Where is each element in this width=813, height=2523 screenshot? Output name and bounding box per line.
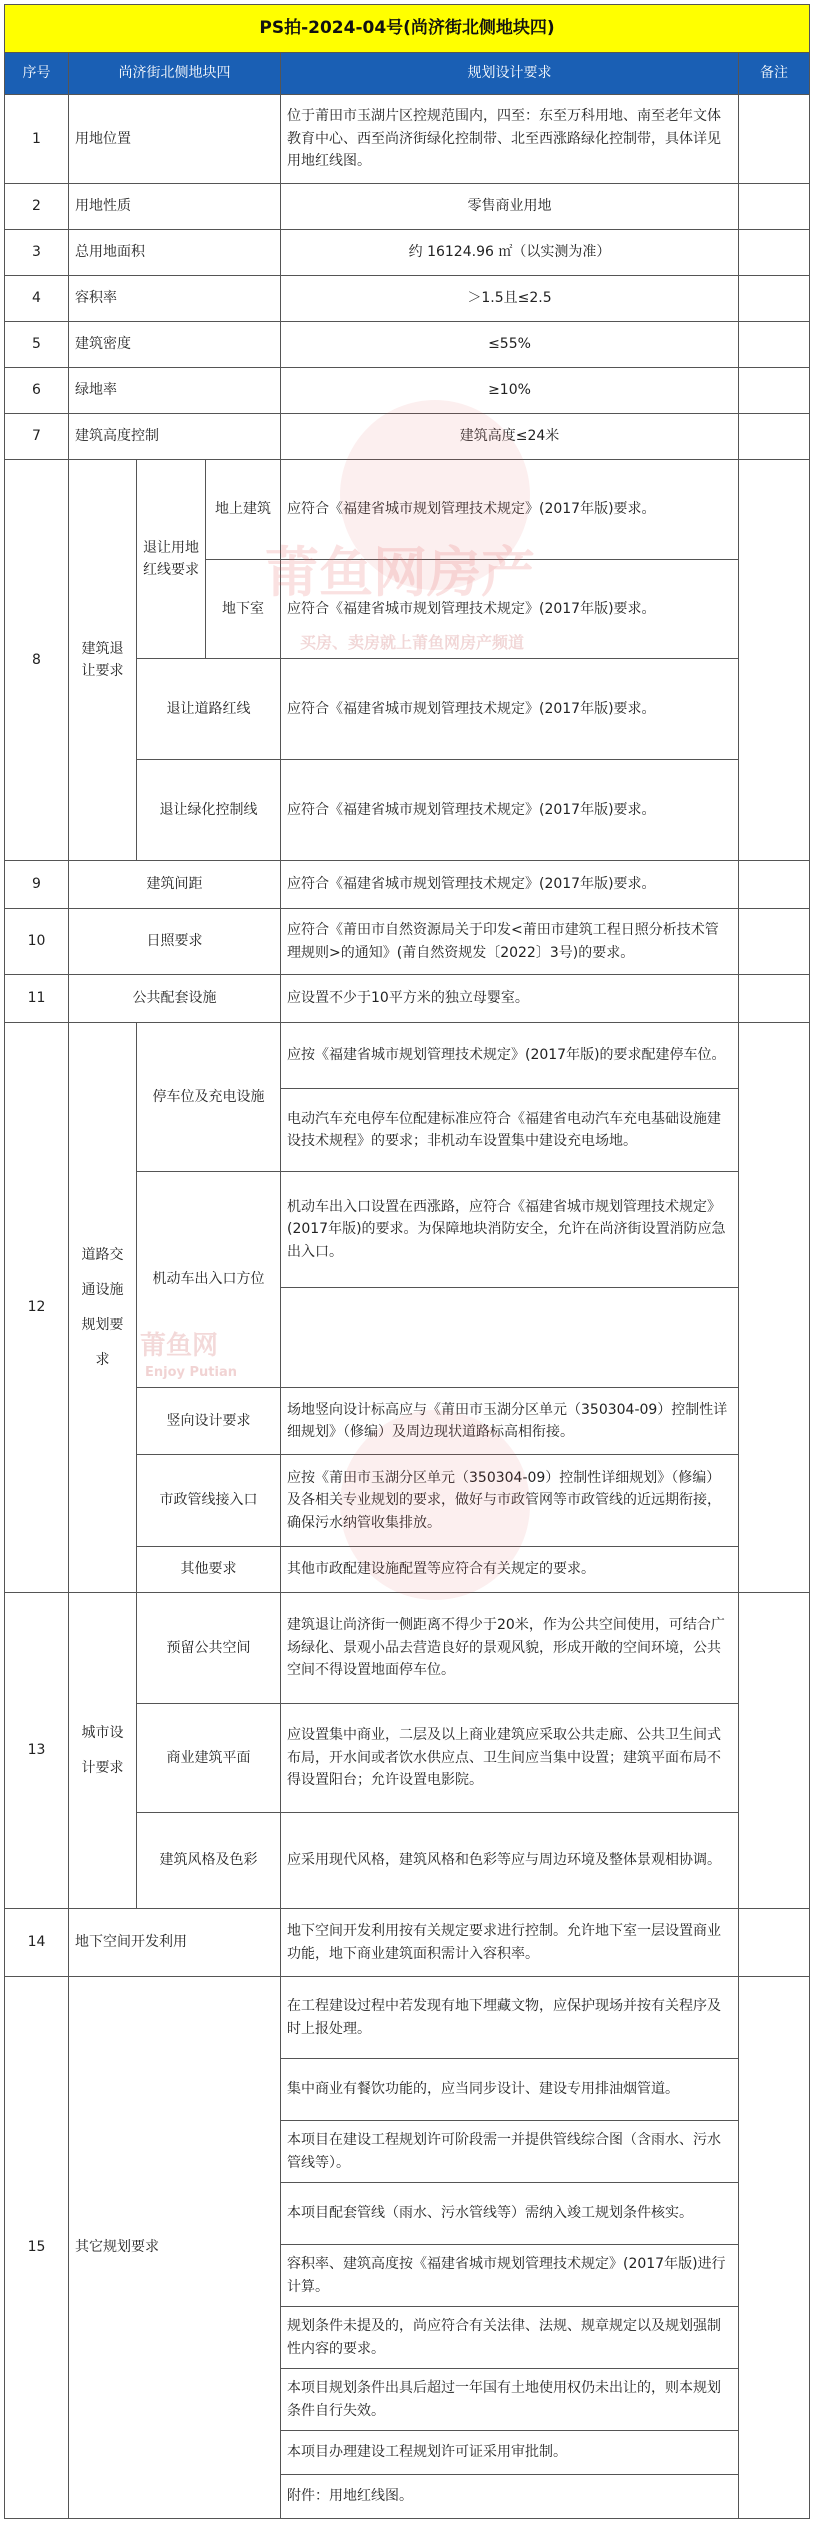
row-requirement: 应设置不少于10平方米的独立母婴室。 [281,975,739,1023]
row-item: 用地性质 [69,184,281,230]
sub-item: 其他要求 [137,1547,281,1593]
row-requirement: 应按《莆田市玉湖分区单元（350304-09）控制性详细规划》（修编）及各相关专业规划的要求，做好与市政管网等市政管线的近远期衔接，确保污水纳管收集排放。 [281,1455,739,1547]
planning-conditions-table [4,4,810,2519]
row-note [739,184,810,230]
row-no: 4 [5,276,69,322]
table-row [5,909,810,975]
row-requirement: 应符合《福建省城市规划管理技术规定》(2017年版)要求。 [281,760,739,861]
row-item: 建筑密度 [69,322,281,368]
row-note [739,1909,810,1977]
row-requirement: 应符合《福建省城市规划管理技术规定》(2017年版)要求。 [281,861,739,909]
row-note [739,1593,810,1909]
row-requirement: 位于莆田市玉湖片区控规范围内，四至：东至万科用地、南至老年文体教育中心、西至尚济街绿化控制带、北至西涨路绿化控制带，具体详见用地红线图。 [281,95,739,184]
row-no: 3 [5,230,69,276]
row-no: 14 [5,1909,69,1977]
row-requirement: 应采用现代风格，建筑风格和色彩等应与周边环境及整体景观相协调。 [281,1813,739,1909]
row-no: 2 [5,184,69,230]
table-row [5,184,810,230]
row-no: 9 [5,861,69,909]
watermark-text-2: 莆鱼网 [140,1331,219,1361]
title-row [5,5,810,53]
row-requirement: 应按《福建省城市规划管理技术规定》(2017年版)的要求配建停车位。 [281,1023,739,1089]
sub-item: 商业建筑平面 [137,1704,281,1813]
row-requirement: 本项目规划条件出具后超过一年国有土地使用权仍未出让的，则本规划条件自行失效。 [281,2369,739,2431]
row-note [739,460,810,861]
sub-item: 退让用地红线要求 [137,460,206,659]
row-requirement: 场地竖向设计标高应与《莆田市玉湖分区单元（350304-09）控制性详细规划》（修编）及周边现状道路标高相衔接。 [281,1388,739,1455]
row-item: 绿地率 [69,368,281,414]
row-item: 道路交通设施规划要求 [69,1023,137,1593]
header-requirement: 规划设计要求 [281,53,739,95]
sub-item: 竖向设计要求 [137,1388,281,1455]
row-no: 5 [5,322,69,368]
row-item: 公共配套设施 [69,975,281,1023]
row-requirement: 约 16124.96 ㎡（以实测为准） [281,230,739,276]
row-item: 建筑高度控制 [69,414,281,460]
row-requirement: 附件：用地红线图。 [281,2475,739,2519]
row-item: 用地位置 [69,95,281,184]
row-no: 6 [5,368,69,414]
table-row [5,95,810,184]
table-row [5,1023,810,1089]
row-no: 11 [5,975,69,1023]
row-note [739,1977,810,2519]
table-row [5,276,810,322]
row-note [739,909,810,975]
row-requirement: ≤55% [281,322,739,368]
row-requirement: 机动车出入口设置在西涨路，应符合《福建省城市规划管理技术规定》(2017年版)的要求。为保障地块消防安全，允许在尚济街设置消防应急出入口。 [281,1172,739,1288]
row-no: 13 [5,1593,69,1909]
row-requirement: 规划条件未提及的，尚应符合有关法律、法规、规章规定以及规划强制性内容的要求。 [281,2307,739,2369]
watermark-slogan: 买房、卖房就上莆鱼网房产频道 [300,633,525,652]
row-note [739,975,810,1023]
sub-item: 停车位及充电设施 [137,1023,281,1172]
row-requirement: 应符合《福建省城市规划管理技术规定》(2017年版)要求。 [281,659,739,760]
row-requirement: 应符合《福建省城市规划管理技术规定》(2017年版)要求。 [281,460,739,560]
table-row [5,1909,810,1977]
table-row [5,1977,810,2059]
row-no: 12 [5,1023,69,1593]
row-no: 15 [5,1977,69,2519]
row-requirement: 容积率、建筑高度按《福建省城市规划管理技术规定》(2017年版)进行计算。 [281,2245,739,2307]
row-item: 建筑间距 [69,861,281,909]
table-title: PS拍-2024-04号(尚济街北侧地块四) [5,5,810,53]
sub-item: 机动车出入口方位 [137,1172,281,1388]
row-no: 10 [5,909,69,975]
header-row [5,53,810,95]
row-item: 其它规划要求 [69,1977,281,2519]
table-row [5,322,810,368]
header-item: 尚济街北侧地块四 [69,53,281,95]
row-item: 日照要求 [69,909,281,975]
row-requirement: 地下空间开发利用按有关规定要求进行控制。允许地下室一层设置商业功能，地下商业建筑面积需计入容积率。 [281,1909,739,1977]
row-requirement: 零售商业用地 [281,184,739,230]
row-requirement: ≥10% [281,368,739,414]
table-row [5,460,810,560]
table-row [5,368,810,414]
row-note [739,414,810,460]
row-note [739,322,810,368]
row-requirement: 建筑退让尚济街一侧距离不得少于20米，作为公共空间使用，可结合广场绿化、景观小品去营造良好的景观风貌，形成开敞的空间环境，公共空间不得设置地面停车位。 [281,1593,739,1704]
row-note [739,95,810,184]
row-item: 总用地面积 [69,230,281,276]
watermark-text: 莆鱼网房产 [265,541,535,604]
header-no: 序号 [5,53,69,95]
row-requirement: 本项目办理建设工程规划许可证采用审批制。 [281,2431,739,2475]
row-note [739,230,810,276]
row-item: 容积率 [69,276,281,322]
sub-sub-item: 地下室 [206,560,281,659]
sub-item: 预留公共空间 [137,1593,281,1704]
table-row [5,1593,810,1704]
row-requirement: 本项目配套管线（雨水、污水管线等）需纳入竣工规划条件核实。 [281,2183,739,2245]
table-row [5,861,810,909]
sub-sub-item: 地上建筑 [206,460,281,560]
row-requirement: 应符合《莆田市自然资源局关于印发<莆田市建筑工程日照分析技术管理规则>的通知》(莆自然资规发〔2022〕3号)的要求。 [281,909,739,975]
row-item: 地下空间开发利用 [69,1909,281,1977]
row-requirement: 应符合《福建省城市规划管理技术规定》(2017年版)要求。 [281,560,739,659]
row-requirement: 应设置集中商业，二层及以上商业建筑应采取公共走廊、公共卫生间式布局，开水间或者饮水供应点、卫生间应当集中设置；建筑平面布局不得设置阳台；允许设置电影院。 [281,1704,739,1813]
row-requirement: 在工程建设过程中若发现有地下埋藏文物，应保护现场并按有关程序及时上报处理。 [281,1977,739,2059]
row-note [739,276,810,322]
row-requirement: 本项目在建设工程规划许可阶段需一并提供管线综合图（含雨水、污水管线等）。 [281,2121,739,2183]
watermark-slogan-2: Enjoy Putian [145,1365,238,1380]
table-row [5,975,810,1023]
row-no: 8 [5,460,69,861]
row-note [739,368,810,414]
row-note [739,1023,810,1593]
row-requirement: 集中商业有餐饮功能的，应当同步设计、建设专用排油烟管道。 [281,2059,739,2121]
row-requirement: ＞1.5且≤2.5 [281,276,739,322]
sub-item: 退让道路红线 [137,659,281,760]
row-no: 1 [5,95,69,184]
header-note: 备注 [739,53,810,95]
row-item: 建筑退让要求 [69,460,137,861]
sub-item: 建筑风格及色彩 [137,1813,281,1909]
table-row [5,414,810,460]
row-requirement: 建筑高度≤24米 [281,414,739,460]
row-requirement: 电动汽车充电停车位配建标准应符合《福建省电动汽车充电基础设施建设技术规程》的要求；非机动车设置集中建设充电场地。 [281,1089,739,1172]
row-requirement: 其他市政配建设施配置等应符合有关规定的要求。 [281,1547,739,1593]
row-no: 7 [5,414,69,460]
table-row [5,230,810,276]
row-note [739,861,810,909]
sub-item: 退让绿化控制线 [137,760,281,861]
row-item: 城市设计要求 [69,1593,137,1909]
sub-item: 市政管线接入口 [137,1455,281,1547]
